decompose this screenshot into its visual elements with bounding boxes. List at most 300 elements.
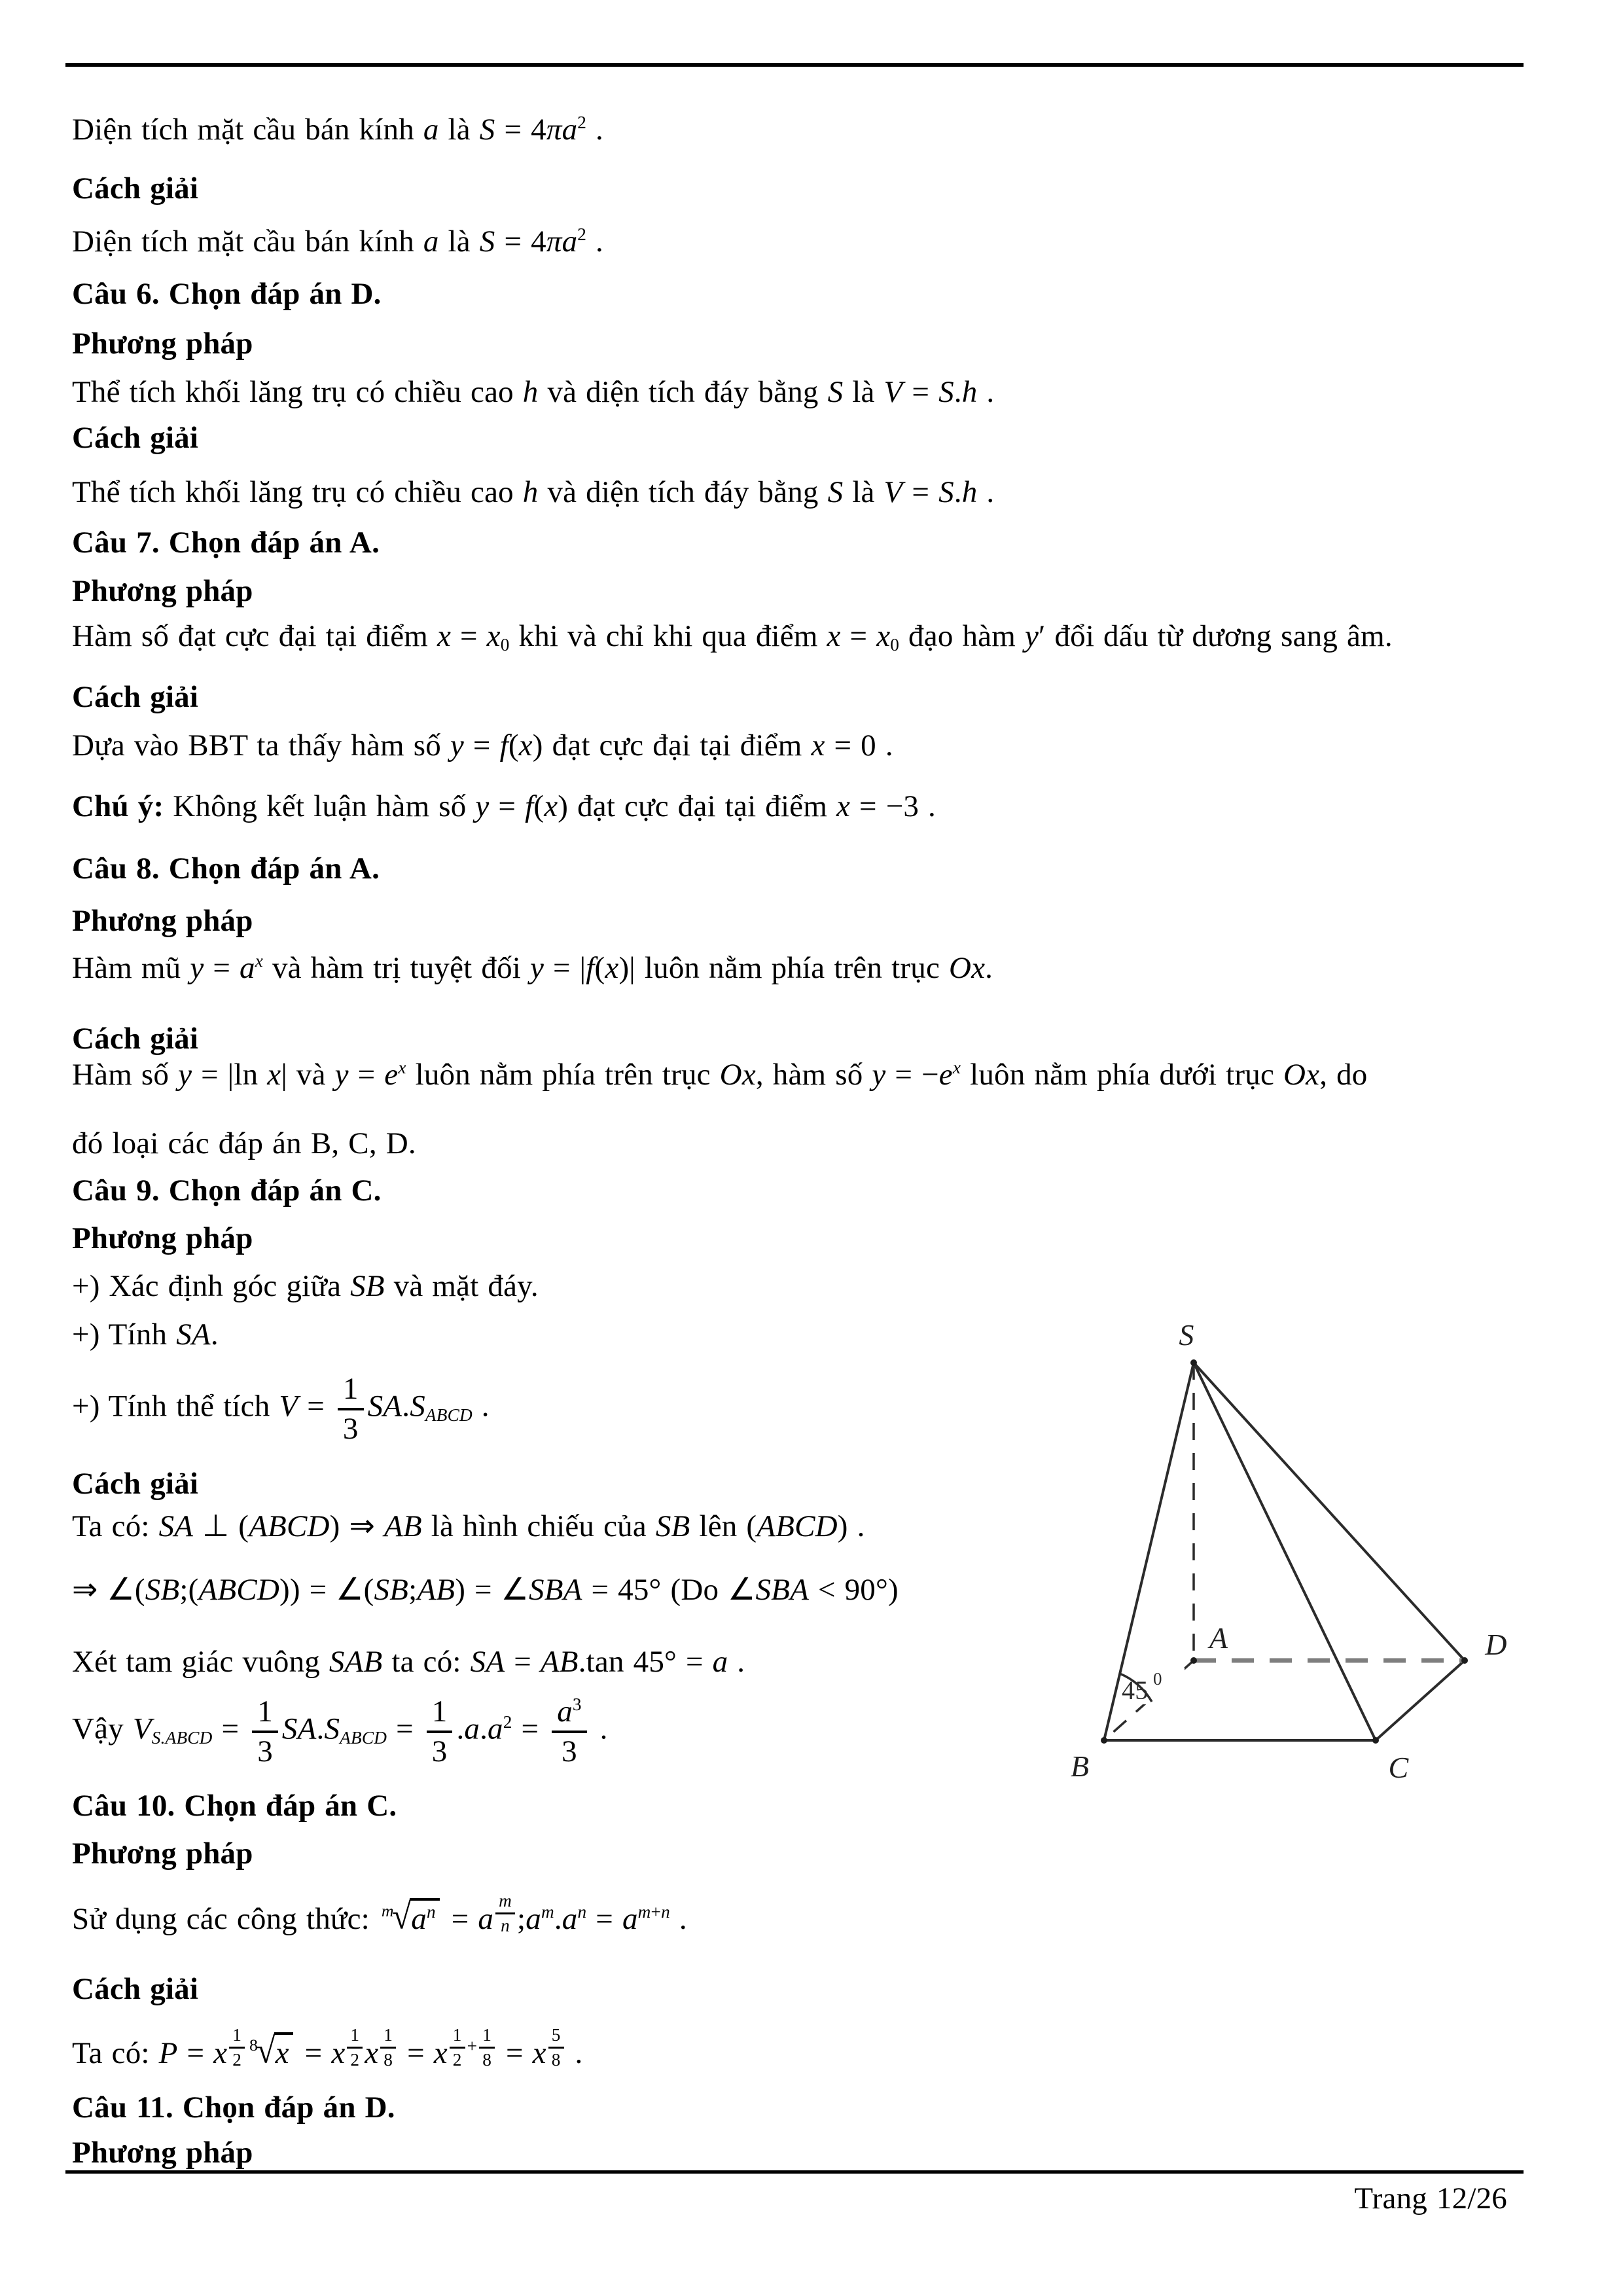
subscript: 0 [500, 635, 510, 655]
text-run: = [512, 1712, 548, 1746]
bold-run: Phương pháp [72, 2136, 253, 2170]
document-line [72, 1891, 687, 1946]
radicand [274, 2032, 293, 2072]
italic-run: f [525, 789, 534, 823]
italic-run: h [961, 475, 978, 509]
subscript [340, 1728, 387, 1748]
text-run: Xét tam giác vuông [72, 1645, 329, 1679]
fraction-denominator [383, 2049, 393, 2070]
subscript [425, 1405, 473, 1425]
text-run: . [728, 1645, 745, 1679]
superscript [578, 1902, 587, 1922]
fraction-denominator [257, 1733, 273, 1768]
text-run: . [954, 375, 962, 409]
angle-label: 45 [1122, 1676, 1149, 1705]
text-run: ′ đổi dấu từ dương sang âm. [1039, 619, 1393, 653]
text-run: 1 [482, 2025, 492, 2045]
text-run: < 90°) [809, 1573, 899, 1607]
italic-run: a [478, 1902, 494, 1936]
italic-run: x [952, 1058, 961, 1078]
italic-run: a [488, 1712, 503, 1746]
fraction-numerator [380, 2026, 396, 2048]
text-run: = [204, 951, 240, 985]
text-run: . [669, 1902, 687, 1936]
fraction-denominator [562, 1733, 577, 1768]
italic-run: x [544, 789, 558, 823]
text-run: + [467, 2036, 478, 2056]
text-run: 5 [551, 2025, 561, 2045]
document-line [72, 1571, 899, 1608]
text-run: đạo hàm [899, 619, 1025, 653]
text-run: Hàm mũ [72, 951, 190, 985]
italic-run: e [938, 1058, 953, 1092]
fraction-numerator [495, 1892, 515, 1914]
italic-run: x [331, 2036, 346, 2070]
text-run: Ta có: [72, 1509, 159, 1543]
text-run: 3 [431, 1734, 448, 1768]
superscript [427, 1902, 436, 1922]
document-line [72, 573, 253, 609]
text-run: . [554, 1902, 562, 1936]
text-run: ) = ∠ [455, 1573, 529, 1607]
document-line [72, 1835, 253, 1872]
document-line [72, 1372, 490, 1446]
vertex-dot [1101, 1737, 1107, 1744]
text-run: 8 [482, 2049, 492, 2070]
text-run: Thể tích khối lăng trụ có chiều cao [72, 375, 523, 409]
text-run: . [586, 224, 603, 259]
document-line [72, 950, 993, 990]
text-run: luôn nằm phía dưới trục [961, 1058, 1283, 1092]
text-run: và hàm trị tuyệt đối [263, 951, 530, 985]
italic-run: x [398, 1058, 406, 1078]
text-run: . [565, 2036, 583, 2070]
text-run: ) [558, 789, 569, 823]
document-line [72, 325, 253, 362]
italic-run: x [486, 619, 501, 653]
document-line [72, 276, 382, 312]
subscript: 0 [890, 635, 900, 655]
text-run: = [398, 2036, 434, 2070]
document-line [72, 374, 994, 410]
fraction-denominator [432, 1733, 448, 1768]
document-line [72, 1787, 397, 1824]
text-run: đó loại các đáp án B, C, D. [72, 1126, 416, 1160]
italic-run: a [562, 1902, 578, 1936]
bold-run: Phương pháp [72, 904, 253, 938]
figure-labels [1071, 1318, 1507, 1784]
italic-run: π [546, 113, 562, 147]
text-run: , hàm số [755, 1058, 872, 1092]
text-run: Hàm số [72, 1058, 179, 1092]
italic-run: x [836, 789, 851, 823]
fraction-numerator [229, 2026, 245, 2048]
text-run: = |ln [192, 1058, 268, 1092]
vertex-dot [1190, 1657, 1197, 1664]
pyramid-figure [1034, 1309, 1571, 1813]
fraction-numerator [479, 2026, 495, 2048]
document-line [72, 1695, 608, 1768]
italic-run: m [499, 1891, 512, 1911]
italic-run: SA [367, 1389, 402, 1424]
radical [249, 2032, 293, 2076]
bold-run: Câu 11. Chọn đáp án D. [72, 2090, 395, 2125]
italic-run: S.ABCD [151, 1727, 213, 1748]
text-run: = 45° (Do ∠ [582, 1573, 756, 1607]
text-run: và [287, 1058, 335, 1092]
fraction [552, 1695, 587, 1768]
text-run: + [651, 1902, 662, 1922]
figure-edge [1194, 1363, 1376, 1740]
bold-run: Câu 6. Chọn đáp án D. [72, 277, 382, 311]
bold-run: Cách giải [72, 1972, 199, 2006]
text-run: = −3 . [850, 789, 936, 823]
superscript [448, 2025, 497, 2070]
text-run: = [840, 619, 877, 653]
angle-label-exponent: 0 [1153, 1669, 1162, 1689]
text-run: là [843, 475, 884, 509]
italic-run: y [475, 789, 490, 823]
italic-run: Ox [948, 951, 986, 985]
bold-run: Cách giải [72, 680, 199, 714]
radical-sign-icon: √ [256, 2030, 276, 2072]
document-line [72, 2025, 583, 2081]
text-run: . [586, 113, 603, 147]
italic-run: P [158, 2036, 178, 2070]
italic-run: f [586, 951, 595, 985]
document-line [72, 524, 380, 561]
text-run: 1 [431, 1695, 448, 1729]
text-run: ; [516, 1902, 526, 1936]
text-run: ⊥ ( [193, 1509, 249, 1543]
superscript: 2 [577, 224, 587, 245]
document-line [72, 111, 603, 152]
italic-run: m [637, 1902, 651, 1922]
vertex-label: B [1070, 1749, 1090, 1783]
text-run: ) ⇒ [329, 1509, 384, 1543]
italic-run: x [605, 951, 619, 985]
text-run: và diện tích đáy bằng [538, 375, 828, 409]
text-run: = − [885, 1058, 939, 1092]
italic-run: y [529, 951, 544, 985]
text-run: 1 [232, 2025, 242, 2045]
document-line [72, 420, 198, 456]
italic-run: h [522, 375, 539, 409]
text-run: là [438, 224, 480, 259]
vertex-dot [1190, 1359, 1197, 1366]
vertex-label: A [1209, 1621, 1228, 1655]
header-rule [65, 63, 1524, 67]
italic-run: a [562, 224, 578, 259]
document-line [72, 1268, 539, 1304]
superscript [378, 2025, 398, 2070]
text-run: = [177, 2036, 214, 2070]
italic-run: S [827, 375, 844, 409]
text-run: = 4 [495, 113, 546, 147]
italic-run: x [365, 2036, 379, 2070]
document-line [72, 788, 936, 825]
fraction [427, 1695, 453, 1768]
fraction-denominator [232, 2049, 241, 2070]
italic-run: Ox [1283, 1058, 1320, 1092]
italic-run: x [433, 2036, 448, 2070]
document-line [72, 2089, 395, 2126]
fraction-numerator [347, 2026, 363, 2048]
italic-run: V [883, 475, 903, 509]
italic-run: x [255, 951, 263, 971]
text-run: 8 [249, 2035, 259, 2054]
italic-run: n [577, 1902, 587, 1922]
italic-run: SB [374, 1573, 409, 1607]
italic-run: SA [158, 1509, 194, 1543]
document-line [72, 1971, 198, 2007]
document-line [72, 1125, 416, 1162]
italic-run: y [178, 1058, 192, 1092]
text-run: )| [618, 951, 635, 985]
text-run: 3 [342, 1411, 359, 1446]
text-run: khi và chỉ khi qua điểm [509, 619, 827, 653]
radical-sign-icon: √ [392, 1896, 412, 1937]
vertex-label: D [1485, 1628, 1507, 1661]
italic-run: ABCD [249, 1509, 330, 1543]
text-run: Sử dụng các công thức: [72, 1902, 379, 1936]
italic-run: SB [145, 1573, 180, 1607]
italic-run: AB [540, 1645, 579, 1679]
italic-run: y [450, 728, 464, 762]
italic-run: n [661, 1902, 670, 1922]
italic-run: a [526, 1902, 541, 1936]
italic-run: a [423, 113, 439, 147]
text-run: = [387, 1712, 423, 1746]
superscript [255, 951, 263, 971]
italic-run: S [938, 475, 954, 509]
italic-run: x [532, 2036, 546, 2070]
italic-run: y [334, 1058, 349, 1092]
italic-run: a [411, 1902, 427, 1936]
italic-run: SBA [529, 1573, 582, 1607]
document-line [72, 170, 198, 207]
bold-run: Câu 7. Chọn đáp án A. [72, 526, 380, 560]
superscript [345, 2025, 365, 2070]
italic-run: SBA [755, 1573, 809, 1607]
document-line [72, 1056, 1368, 1097]
italic-run: y [190, 951, 204, 985]
text-run: ;( [179, 1573, 199, 1607]
text-run: Dựa vào BBT ta thấy hàm số [72, 728, 450, 762]
bold-run: Cách giải [72, 1022, 199, 1056]
vertex-dot [1372, 1737, 1379, 1744]
text-run: . [480, 1712, 488, 1746]
text-run: . [402, 1389, 410, 1424]
fraction [548, 2026, 564, 2070]
text-run: ( [533, 789, 544, 823]
italic-run: h [522, 475, 539, 509]
text-run: Hàm số đạt cực đại tại điểm [72, 619, 437, 653]
text-run: ; [408, 1573, 418, 1607]
italic-run: V [132, 1712, 152, 1746]
document-line [72, 1020, 198, 1057]
text-run: và diện tích đáy bằng [538, 475, 828, 509]
text-run: ( [594, 951, 605, 985]
bold-run: Câu 8. Chọn đáp án A. [72, 852, 380, 886]
bold-run: Cách giải [72, 171, 199, 206]
document-line [72, 1172, 382, 1209]
italic-run: S [324, 1712, 340, 1746]
bold-run: Phương pháp [72, 574, 253, 608]
italic-run: SA [470, 1645, 505, 1679]
italic-run: a [562, 113, 578, 147]
text-run: ( [508, 728, 519, 762]
document-line [72, 1643, 745, 1680]
text-run: 3 [562, 1734, 577, 1768]
fraction [479, 2026, 495, 2070]
italic-run: a [712, 1645, 728, 1679]
radicand [410, 1898, 440, 1941]
italic-run: S [410, 1389, 425, 1424]
italic-run: y [872, 1058, 886, 1092]
document-line [72, 1465, 198, 1502]
text-run: ) . [837, 1509, 865, 1543]
text-run: đạt cực đại tại điểm [543, 728, 812, 762]
italic-run: a [557, 1695, 573, 1729]
superscript [546, 2025, 566, 2070]
italic-run: S [827, 475, 844, 509]
bold-run: Phương pháp [72, 327, 253, 361]
text-run: )) = ∠( [279, 1573, 374, 1607]
text-run: 1 [257, 1695, 273, 1729]
italic-run: ABCD [340, 1727, 387, 1748]
text-run: là [843, 375, 884, 409]
italic-run: m [381, 1901, 394, 1920]
document-line [72, 850, 380, 887]
bold-run: Phương pháp [72, 1221, 253, 1255]
document-line [72, 1220, 253, 1257]
italic-run: x [213, 2036, 228, 2070]
figure-edge [1376, 1660, 1465, 1740]
text-run: = [212, 1712, 249, 1746]
italic-run: x [811, 728, 825, 762]
fraction-denominator [350, 2049, 359, 2070]
text-run: Thể tích khối lăng trụ có chiều cao [72, 475, 523, 509]
document-line [72, 2134, 253, 2171]
fraction [450, 2026, 465, 2070]
subscript [152, 1728, 213, 1748]
text-run: . [456, 1712, 465, 1746]
text-run: . [954, 475, 962, 509]
text-run: = [451, 619, 487, 653]
italic-run: SB [655, 1509, 690, 1543]
superscript: 2 [503, 1712, 512, 1732]
text-run: | [281, 1058, 287, 1092]
italic-run: x [437, 619, 452, 653]
italic-run: SAB [329, 1645, 383, 1679]
text-run: = [497, 2036, 533, 2070]
text-run: lên ( [690, 1509, 757, 1543]
fraction-denominator [501, 1914, 510, 1935]
page-number: Trang 12/26 [1354, 2181, 1507, 2215]
superscript [398, 1058, 406, 1077]
italic-run: h [961, 375, 978, 409]
vertex-label: C [1388, 1751, 1409, 1784]
text-run: 2 [452, 2049, 462, 2070]
text-run: 1 [452, 2025, 462, 2045]
text-run: 1 [350, 2025, 360, 2045]
text-run: Diện tích mặt cầu bán kính [72, 224, 423, 259]
document-line [72, 727, 893, 764]
text-run: .tan 45° = [578, 1645, 713, 1679]
italic-run: SB [350, 1269, 385, 1303]
text-run: = [586, 1902, 622, 1936]
fraction-denominator [453, 2049, 462, 2070]
document-line [72, 1316, 219, 1353]
bold-run: Cách giải [72, 1467, 199, 1501]
bold-run: Câu 9. Chọn đáp án C. [72, 1174, 382, 1208]
text-run: ⇒ ∠( [72, 1573, 145, 1607]
italic-run: S [938, 375, 954, 409]
text-run: . [472, 1389, 490, 1424]
fraction-numerator [338, 1372, 364, 1410]
italic-run: S [479, 113, 495, 147]
fraction-denominator [482, 2049, 491, 2070]
document-line [72, 618, 1393, 658]
italic-run: S [479, 224, 495, 259]
italic-run: a [464, 1712, 480, 1746]
fraction [347, 2026, 363, 2070]
text-run: . [977, 375, 995, 409]
figure-edge [1194, 1363, 1465, 1660]
text-run: , do [1319, 1058, 1368, 1092]
text-run: . [985, 951, 993, 985]
text-run: 2 [232, 2049, 242, 2070]
fraction-numerator [450, 2026, 465, 2048]
italic-run: SA [281, 1712, 317, 1746]
italic-run: x [518, 728, 533, 762]
text-run: và mặt đáy. [384, 1269, 539, 1303]
italic-run: m [541, 1902, 554, 1922]
bold-run: Cách giải [72, 421, 199, 455]
text-run: +) Tính thể tích [72, 1389, 279, 1424]
italic-run: a [240, 951, 255, 985]
text-run: = [442, 1902, 478, 1936]
fraction [380, 2026, 396, 2070]
text-run: 8 [383, 2049, 393, 2070]
superscript: 3 [572, 1695, 582, 1715]
italic-run: x [827, 619, 841, 653]
text-run: +) Xác định góc giữa [72, 1269, 351, 1303]
text-run: +) Tính [72, 1318, 177, 1352]
fraction-denominator [552, 2049, 561, 2070]
text-run: Vậy [72, 1712, 133, 1746]
text-run: . [210, 1318, 219, 1352]
text-run: = [298, 1389, 334, 1424]
text-run: = [505, 1645, 541, 1679]
superscript: 2 [577, 113, 587, 133]
fraction-denominator [343, 1410, 359, 1446]
italic-run: n [501, 1915, 510, 1935]
footer-rule [65, 2170, 1524, 2174]
italic-run: π [546, 224, 562, 259]
text-run: 8 [551, 2049, 561, 2070]
document-line [72, 474, 994, 511]
document-line [72, 1508, 865, 1545]
italic-run: Ox [719, 1058, 756, 1092]
superscript [541, 1902, 554, 1922]
text-run: luôn nằm phía trên trục [635, 951, 949, 985]
text-run: . [977, 475, 995, 509]
text-run: 1 [383, 2025, 393, 2045]
vertex-dot [1461, 1657, 1468, 1664]
text-run: Diện tích mặt cầu bán kính [72, 113, 423, 147]
